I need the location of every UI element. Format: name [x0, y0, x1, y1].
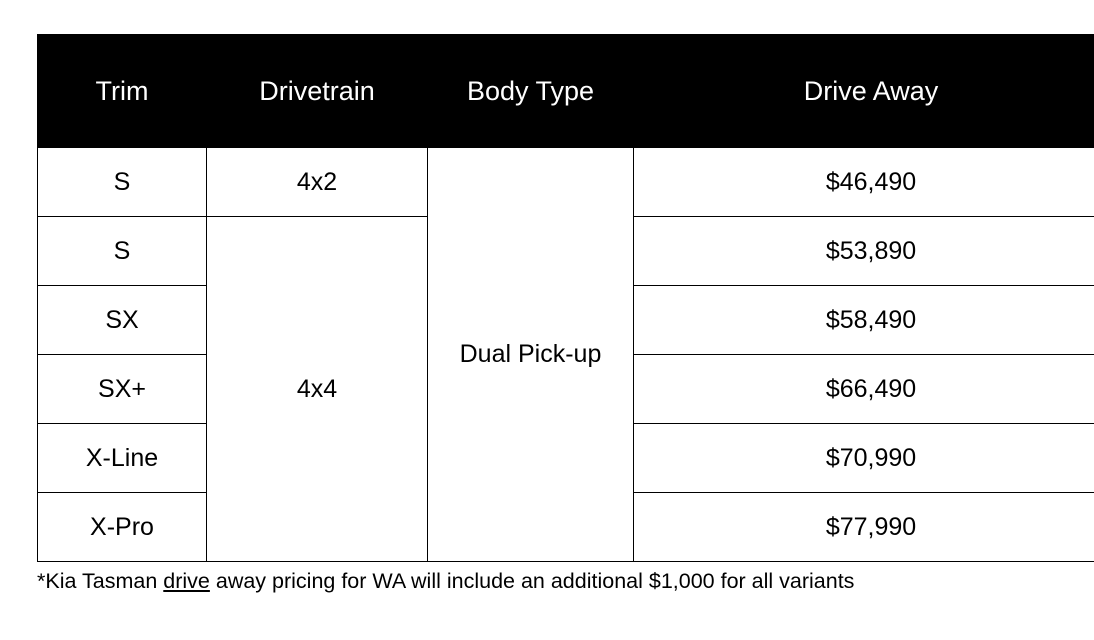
- table-body: [38, 148, 1094, 562]
- pricing-table: [37, 34, 1094, 562]
- footnote-underlined-word: drive: [163, 569, 210, 593]
- cell-price: $46,490: [634, 148, 1094, 217]
- column-header-drivetrain: Drivetrain: [207, 35, 428, 148]
- cell-price: $77,990: [634, 493, 1094, 562]
- cell-trim: X-Pro: [38, 493, 207, 562]
- footnote-part-2: away pricing for WA will include an additional $1,000 for all variants: [209, 569, 855, 593]
- cell-trim: S: [38, 148, 207, 217]
- cell-trim: S: [38, 217, 207, 286]
- column-header-trim: Trim: [38, 35, 207, 148]
- cell-body-type: Dual Pick-up: [428, 148, 634, 562]
- pricing-table-container: [37, 34, 1056, 562]
- footnote-part-1: *Kia Tasman: [37, 569, 164, 593]
- cell-trim: SX: [38, 286, 207, 355]
- table-row: [38, 148, 1094, 217]
- header-row: [38, 35, 1094, 148]
- cell-price: $70,990: [634, 424, 1094, 493]
- cell-drivetrain: 4x4: [207, 217, 428, 562]
- cell-trim: SX+: [38, 355, 207, 424]
- cell-drivetrain: 4x2: [207, 148, 428, 217]
- column-header-body-type: Body Type: [428, 35, 634, 148]
- table-header: [38, 35, 1094, 148]
- column-header-drive-away: Drive Away: [634, 35, 1094, 148]
- footnote: [37, 568, 1067, 596]
- cell-price: $53,890: [634, 217, 1094, 286]
- cell-price: $58,490: [634, 286, 1094, 355]
- cell-price: $66,490: [634, 355, 1094, 424]
- cell-trim: X-Line: [38, 424, 207, 493]
